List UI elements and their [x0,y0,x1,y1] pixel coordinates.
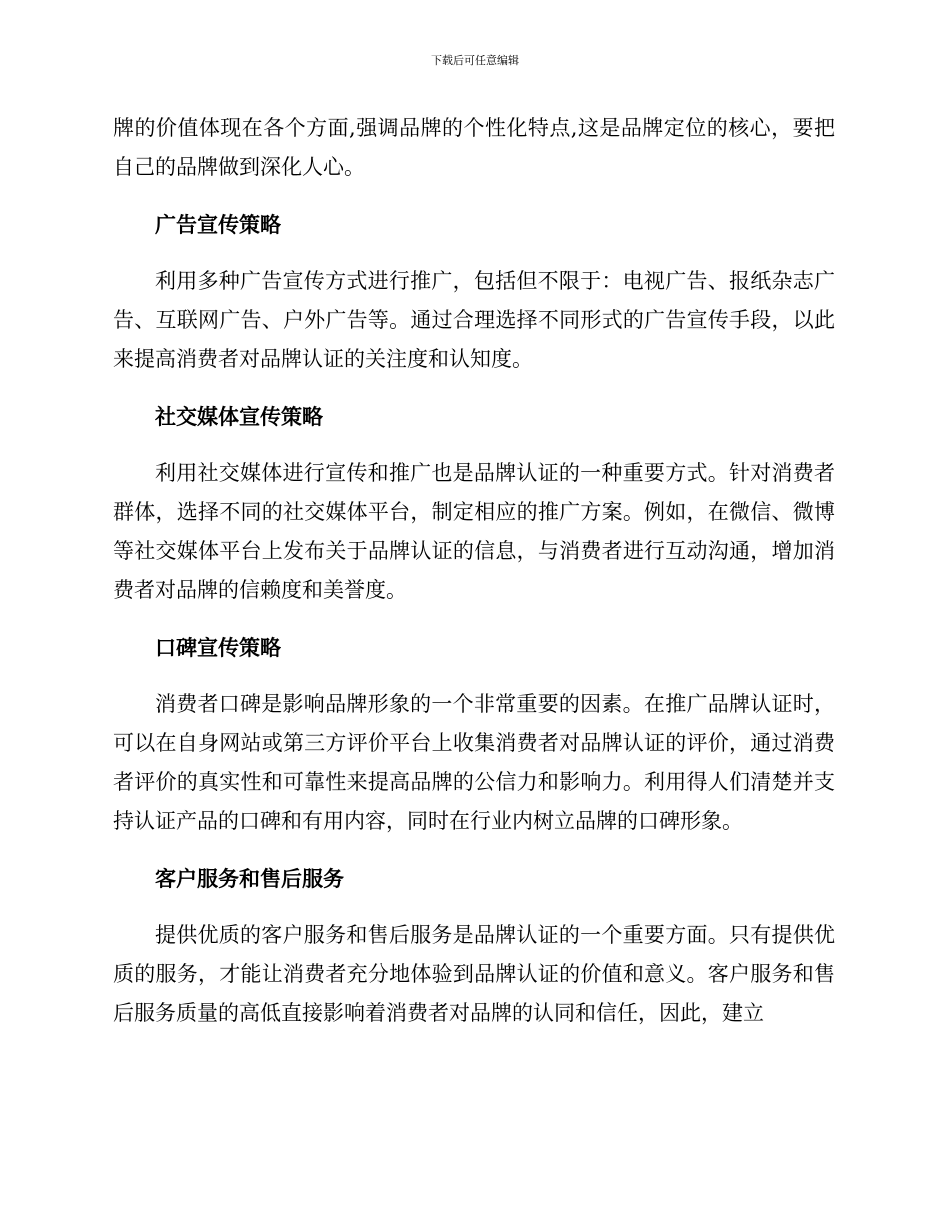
heading-customer-service: 客户服务和售后服务 [155,866,344,891]
page-header: 下载后可任意编辑 [431,54,519,67]
paragraph-customer-service: 提供优质的客户服务和售后服务是品牌认证的一个重要方面。只有提供优质的服务，才能让消费者充分地体验到品牌认证的价值和意义。客户服务和售后服务质量的高低直接影响着消费者对品牌的认同和信任，因此，建立 [113,923,835,1025]
paragraph-word-of-mouth: 消费者口碑是影响品牌形象的一个非常重要的因素。在推广品牌认证时，可以在自身网站或第三方评价平台上收集消费者对品牌认证的评价，通过消费者评价的真实性和可靠性来提高品牌的公信力和影响力。利用得人们清楚并支持认证产品的口碑和有用内容，同时在行业内树立品牌的口碑形象。 [113,692,835,833]
document-body [113,109,835,1033]
paragraph-brand-value: 牌的价值体现在各个方面,强调品牌的个性化特点,这是品牌定位的核心，要把自己的品牌做到深化人心。 [113,116,835,179]
heading-social-media-strategy: 社交媒体宣传策略 [155,404,323,429]
paragraph-social-media: 利用社交媒体进行宣传和推广也是品牌认证的一种重要方式。针对消费者群体，选择不同的社交媒体平台，制定相应的推广方案。例如，在微信、微博等社交媒体平台上发布关于品牌认证的信息，与消费者进行互动沟通，增加消费者对品牌的信赖度和美誉度。 [113,461,835,602]
paragraph-advertising: 利用多种广告宣传方式进行推广，包括但不限于：电视广告、报纸杂志广告、互联网广告、户外广告等。通过合理选择不同形式的广告宣传手段，以此来提高消费者对品牌认证的关注度和认知度。 [113,269,835,371]
heading-word-of-mouth-strategy: 口碑宣传策略 [155,635,281,660]
heading-advertising-strategy: 广告宣传策略 [155,212,281,237]
